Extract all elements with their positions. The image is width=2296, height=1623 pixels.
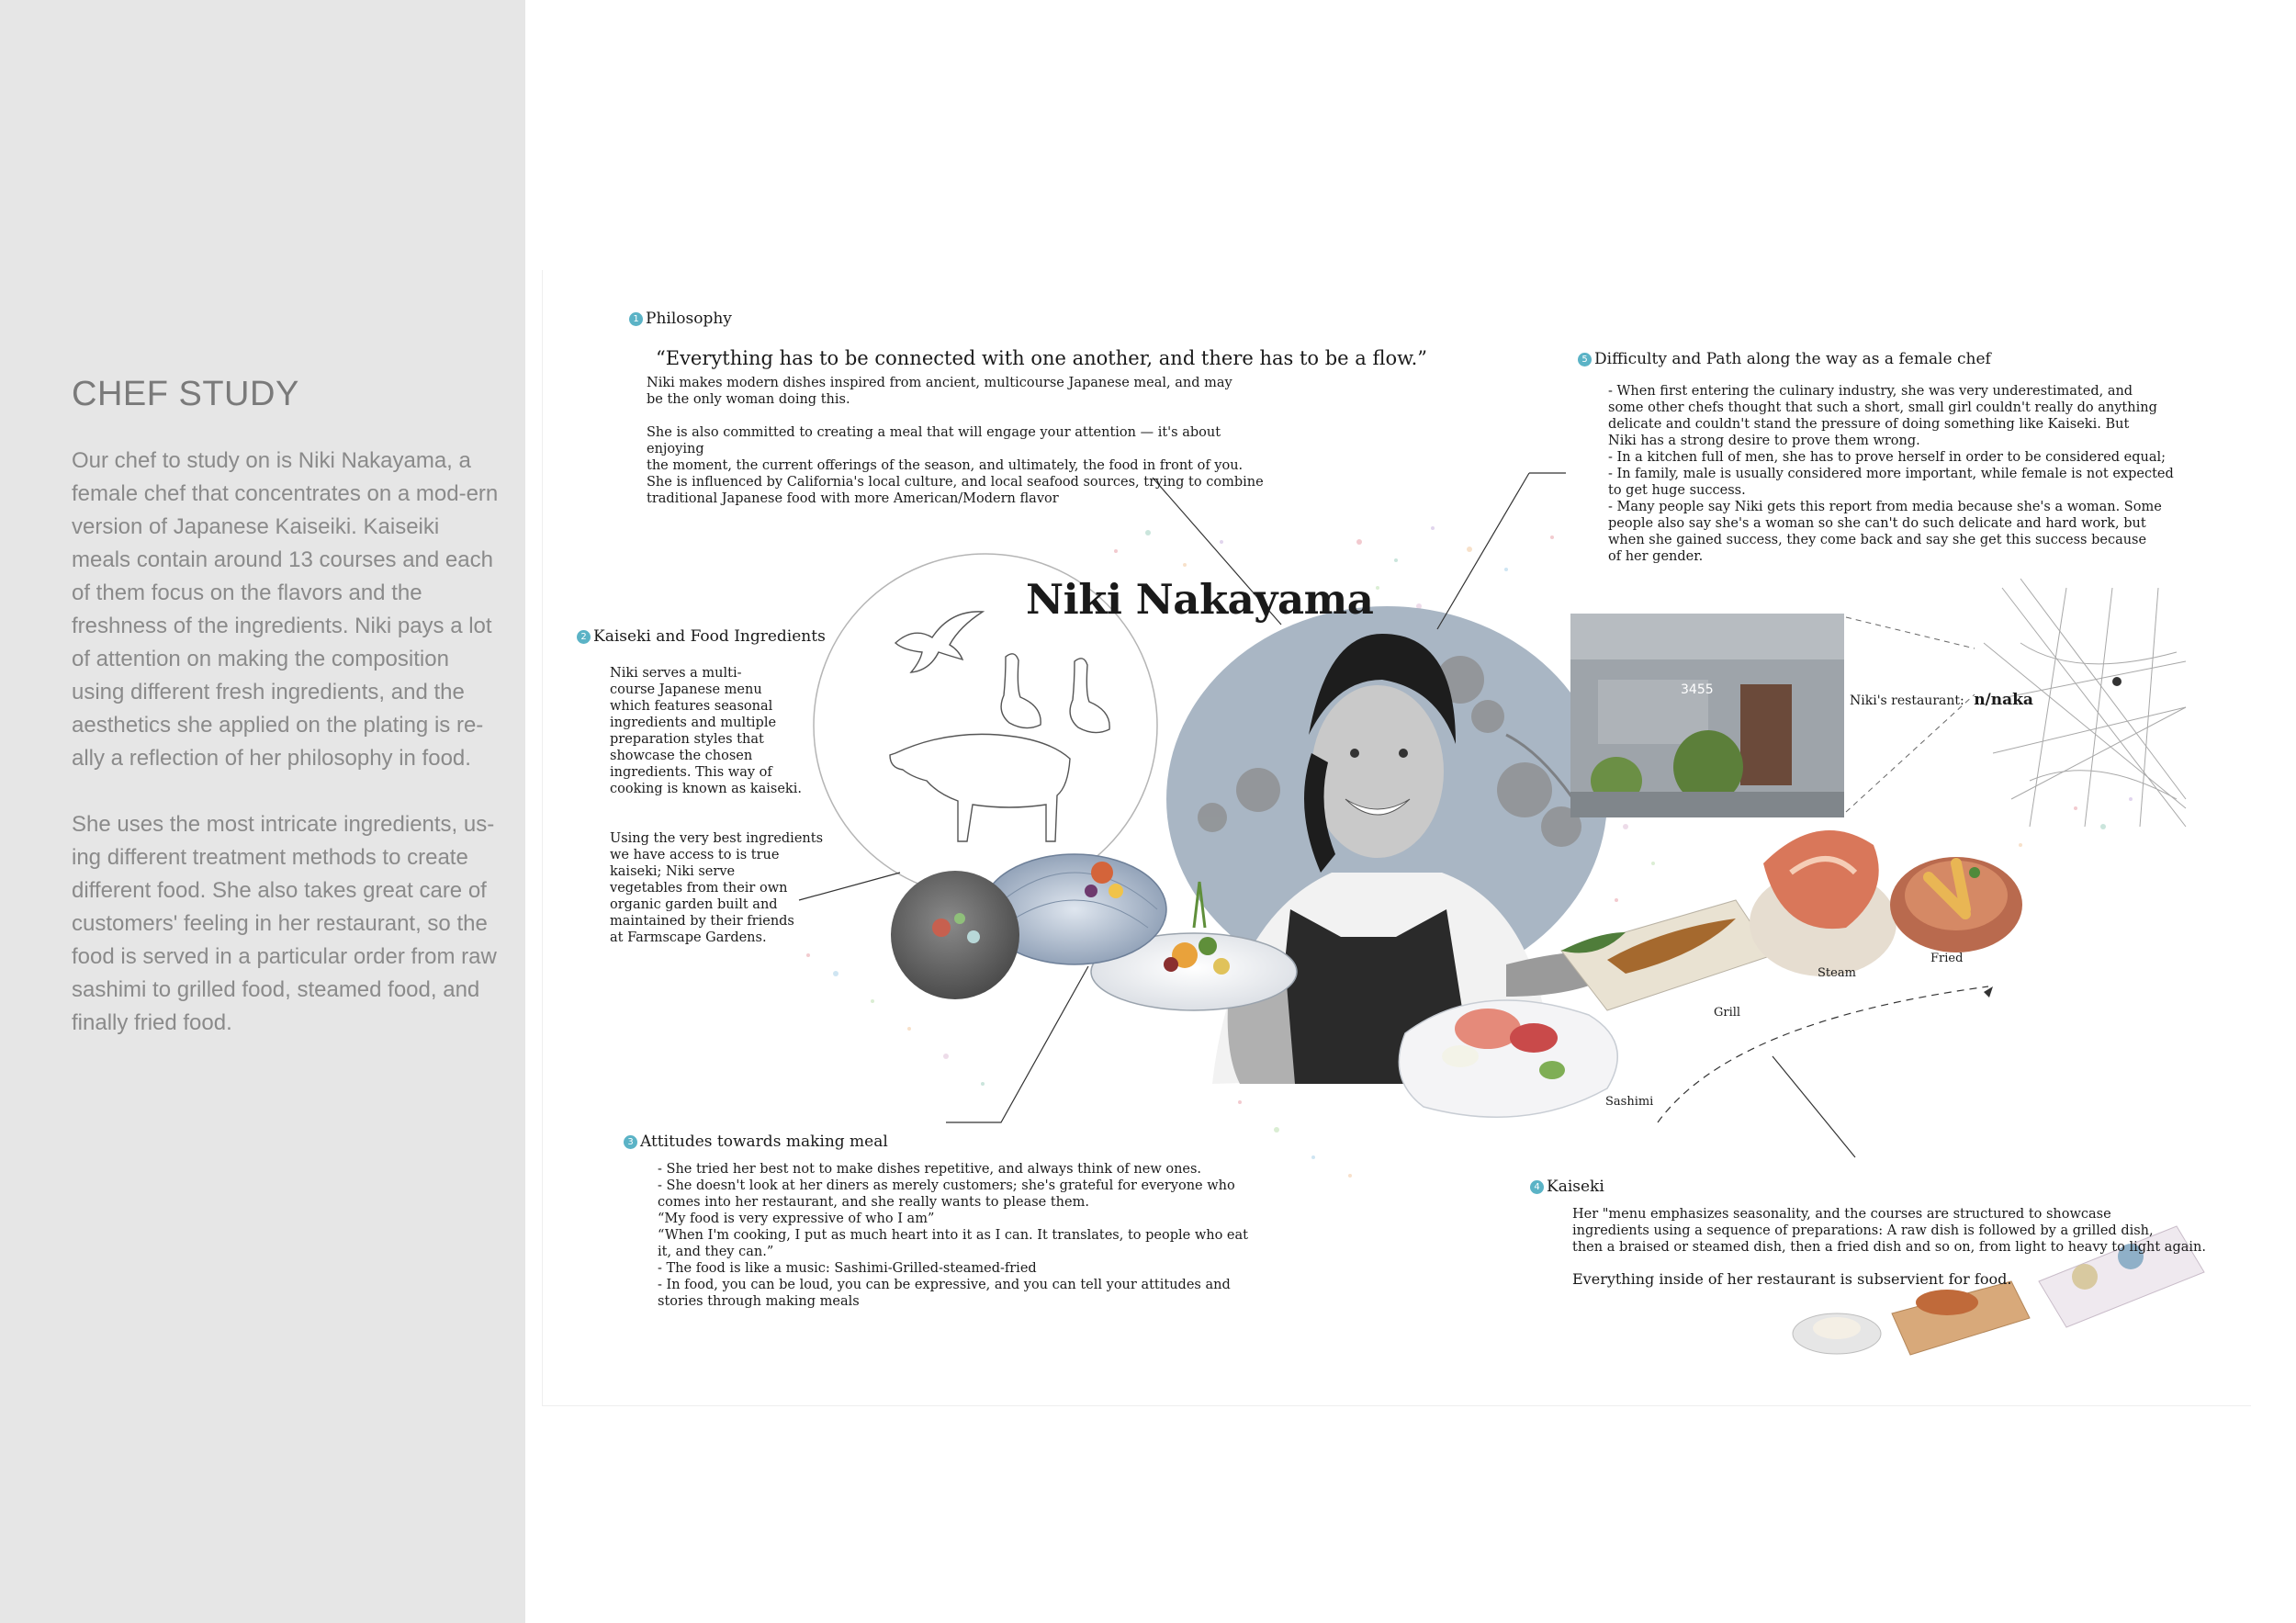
difficulty-heading [1578,350,1991,368]
restaurant-label [1850,692,2033,709]
difficulty-title: Difficulty and Path along the way as a female chef [1594,350,1991,368]
section-number-badge: 4 [1530,1180,1544,1194]
sashimi-plate [1399,1000,1617,1117]
arrowhead-icon [1984,986,1993,997]
kaiseki-body: Her "menu emphasizes seasonality, and the courses are structured to showcase ingredients using a sequence of preparations: A raw dish is followed by a grilled dish, then a braised or steamed dish, then a fried dish and so on, from light to heavy to light again. [1572,1207,2206,1255]
steamed-dish-plate [1750,830,1896,976]
sidebar-title: CHEF STUDY [72,375,299,413]
kaiseki-ingredients-title: Kaiseki and Food Ingredients [593,627,826,646]
cow-drawing-icon [890,734,1070,841]
food-label-fried: Fried [1930,952,1964,965]
section-number-badge: 3 [624,1135,637,1149]
kaiseki-heading [1530,1178,1604,1196]
kaiseki-ingredients-body-2: Using the very best ingredients we have access to is true kaiseki; Niki serve vegetables from their own organic garden built and maintained by their friends at Farmscape Gardens. [610,831,824,945]
difficulty-body: - When first entering the culinary industry, she was very underestimated, and some other chefs thought that such a short, small girl couldn't really do anything delicate and couldn't stand the pressure of doing something like Kaiseki. But Niki has a strong desire to prove them wrong. - In a kitchen full of men, she has to prove herself in order to be considered equal; - In family, male is usually considered more important, while female is not expected to get huge success. - Many people say Niki gets this report from media because she's a woman. Some people also say she's a woman so she can't do such delicate and hard work, but when she gained success, they come back and say she get this success because of her gender. [1608,384,2174,564]
attitudes-body: - She tried her best not to make dishes repetitive, and always think of new ones. - She doesn't look at her diners as merely customers; she's grateful for everyone who comes into her restaurant, and she really wants to please them. “My food is very expressive of who I am” “When I'm cooking, I put as much heart into it as I can. It translates, to people who eat it, and they can.” - The food is like a music: Sashimi-Grilled-steamed-fried - In food, you can be loud, you can be expressive, and you can tell your attitudes and stories through making meals [658,1162,1248,1309]
section-number-badge: 5 [1578,353,1592,366]
map-callout-lines [1846,617,1975,812]
attitudes-heading [624,1133,888,1151]
dark-plate [891,871,1019,999]
philosophy-title: Philosophy [646,310,732,328]
restaurant-photo [1570,614,1844,817]
sidebar-paragraph-intro: Our chef to study on is Niki Nakayama, a female chef that concentrates on a mod-ern version of Japanese Kaiseiki. Kaiseiki meals contain around 13 courses and each of them focus on the flavors and the freshness of the ingredients. Niki pays a lot of attention on making the composition using different fresh ingredients, and the aesthetics she applied on the plating is re-ally a reflection of her philosophy in food. [72,448,499,771]
food-label-steam: Steam [1818,966,1856,980]
food-label-grill: Grill [1714,1006,1741,1020]
section-number-badge: 2 [577,630,591,644]
goose-drawing-icon [1001,654,1109,733]
restaurant-house-number: 3455 [1681,682,1714,697]
kaiseki-ingredients-body-1: Niki serves a multi- course Japanese menu which features seasonal ingredients and multiple preparation styles that showcase the chosen ingredients. This way of cooking is known as kaiseki. [610,666,802,796]
kaiseki-closing: Everything inside of her restaurant is subservient for food. [1572,1270,2012,1288]
section-number-badge: 1 [629,312,643,326]
map-pin-icon [2112,677,2122,686]
chef-name: Niki Nakayama [1026,575,1374,624]
philosophy-heading [629,310,732,328]
kaiseki-title: Kaiseki [1547,1178,1604,1196]
bird-drawing-icon [895,612,983,672]
food-label-sashimi: Sashimi [1605,1095,1654,1109]
attitudes-title: Attitudes towards making meal [640,1133,888,1151]
sidebar-paragraph-ingredients: She uses the most intricate ingredients, us-ing different treatment methods to create different food. She also takes great care of customers' feeling in her restaurant, so the food is served in a particular order from raw sashimi to grilled food, steamed food, and finally fried food. [72,812,497,1035]
kaiseki-ingredients-heading [577,627,826,646]
grilled-fish-plate [1561,900,1773,1010]
philosophy-quote: “Everything has to be connected with one another, and there has to be a flow.” [656,347,1428,369]
restaurant-label-text: Niki's restaurant: [1850,693,1964,708]
course-flow-arrow [1658,986,1988,1122]
fried-dish-plate [1890,857,2022,952]
philosophy-body: Niki makes modern dishes inspired from ancient, multicourse Japanese meal, and may be the only woman doing this. She is also committed to creating a meal that will engage your attention — it's about enjoying the moment, the current offerings of the season, and ultimately, the food in front of you. She is influenced by California's local culture, and local seafood sources, trying to combine traditional Japanese food with more American/Modern flavor [647,376,1264,506]
restaurant-name: n/naka [1974,691,2033,709]
